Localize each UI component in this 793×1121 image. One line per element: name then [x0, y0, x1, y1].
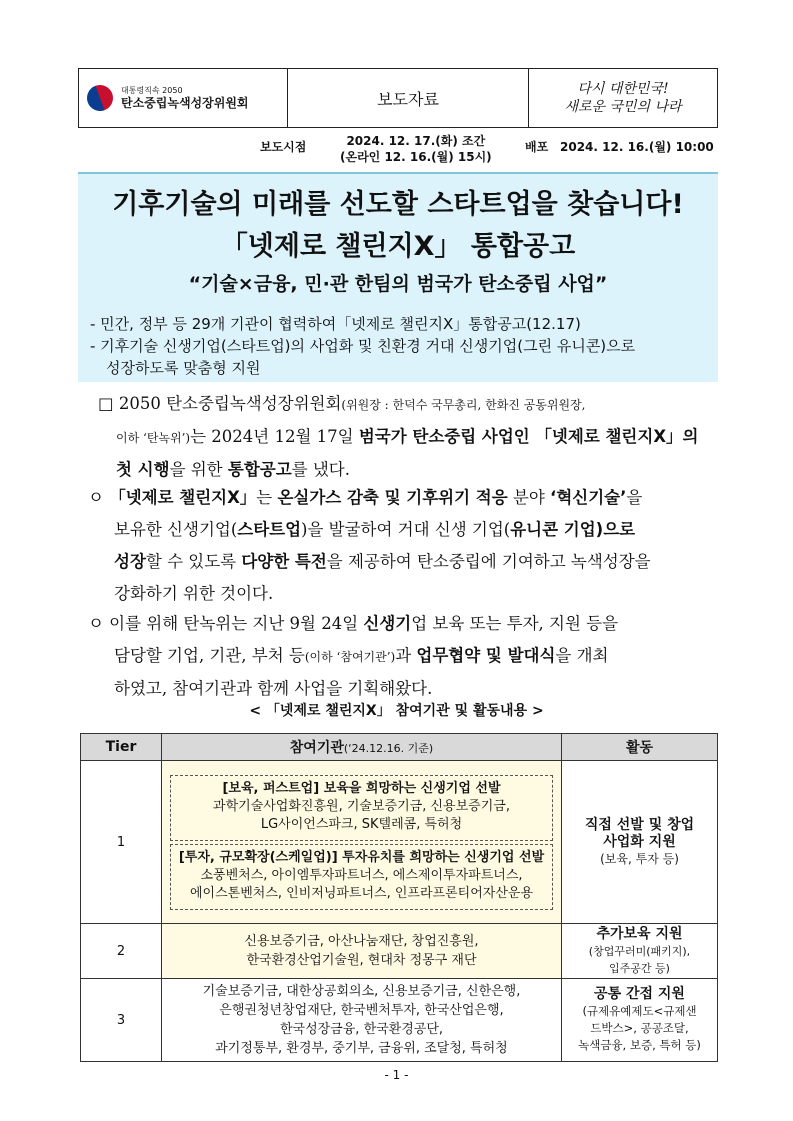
page-number: - 1 -	[384, 1068, 409, 1082]
table-header-row	[81, 734, 718, 761]
activity-cell	[562, 761, 718, 924]
tier2-line2: 한국환경산업기술원, 현대차 정몽구 재단	[246, 953, 477, 968]
tier1-act-title: 직접 선발 및 창업	[584, 816, 695, 833]
page-subtitle: “기술×금융, 민·관 한팀의 범국가 탄소중립 사업”	[188, 273, 608, 295]
p1-text-3: 을 위한	[169, 460, 228, 479]
tier3-line2: 은행권청년창업재단, 한국벤처투자, 한국산업은행,	[219, 1003, 504, 1018]
paragraph-1	[98, 388, 723, 486]
taegeuk-emblem-icon	[83, 81, 116, 114]
p3-text: ㅇ 이를 위해 탄녹위는 지난 9월 24일	[88, 614, 364, 633]
header-box	[78, 68, 718, 128]
tier3-line3: 한국성장금융, 한국환경공단,	[279, 1022, 444, 1037]
p2-bold-2: 온실가스 감축 및 기후위기 적응	[277, 488, 508, 507]
org-subtitle: 대통령직속 2050	[121, 85, 183, 95]
table-row	[81, 924, 718, 979]
activity-cell	[562, 979, 718, 1062]
activity-cell	[562, 924, 718, 979]
page-title-2: 「넷제로 챌린지X」 통합공고	[220, 231, 576, 262]
tier1-sub2-line1: 소풍벤처스, 아이엠투자파트너스, 에스제이투자파트너스,	[200, 867, 523, 883]
p2-text-6: 할 수 있도록	[145, 552, 242, 571]
tier2-act-title: 추가보육 지원	[596, 925, 683, 942]
page-title: 기후기술의 미래를 선도할 스타트업을 찾습니다!	[112, 189, 684, 220]
p3-bold: 신생기	[363, 614, 412, 633]
table-row	[81, 979, 718, 1062]
slogan	[529, 69, 717, 127]
p2-bold-8: 다양한 특전	[241, 552, 327, 571]
p1-bold: 범국가 탄소중립 사업인 「넷제로 챌린지X」의	[358, 427, 699, 446]
p3-note: (이하 ‘참여기관’)	[304, 650, 396, 664]
p1-bold-3: 통합공고	[227, 460, 292, 479]
participants-cell	[162, 924, 562, 979]
table-row	[81, 761, 718, 924]
p1-note-2: 이하 ‘탄녹위’)	[116, 431, 191, 445]
tier3-line4: 과기정통부, 환경부, 중기부, 금융위, 조달청, 특허청	[215, 1041, 508, 1056]
tier-cell: 1	[81, 761, 162, 924]
p2-text-3: 을	[626, 488, 643, 507]
header-participants	[162, 734, 562, 761]
table-caption: < 「넷제로 챌린지X」 참여기관 및 활동내용 >	[249, 703, 544, 719]
p1-text: □ 2050 탄소중립녹색성장위원회	[98, 394, 342, 413]
tier1-sub1-line2: LG사이언스파크, SK텔레콤, 특허청	[260, 816, 463, 832]
p2-text-4: 보유한 신생기업(	[114, 520, 238, 539]
summary-bullet-1: - 민간, 정부 등 29개 기관이 협력하여「넷제로 챌린지X」통합공고(12.17)	[90, 315, 581, 333]
participants-table	[80, 733, 718, 1062]
release-info	[250, 133, 720, 167]
p3-text-2: 업 보육 또는 투자, 지원 등을	[411, 614, 619, 633]
distribution-time: 2024. 12. 16.(월) 10:00	[560, 140, 714, 154]
p2-bold-3: ‘혁신기술’	[550, 488, 627, 507]
tier2-act-note-2: 입주공간 등)	[609, 961, 670, 975]
org-logo	[79, 69, 288, 127]
tier1-incubation-box	[170, 775, 553, 841]
p1-text-4: 를 냈다.	[291, 460, 350, 479]
distribution-label: 배포	[525, 140, 549, 154]
doc-type: 보도자료	[288, 69, 529, 127]
p1-bold-2: 첫 시행	[116, 460, 170, 479]
p2-bold: 「넷제로 챌린지X」	[109, 488, 257, 507]
tier1-sub2-line2: 에이스톤벤처스, 인비저닝파트너스, 인프라프론티어자산운용	[189, 885, 534, 901]
p2-bold-4: 스타트업	[237, 520, 302, 539]
p3-text-3: 담당할 기업, 기관, 부처 등	[114, 646, 305, 665]
p3-text-6: 하였고, 참여기관과 함께 사업을 기획해왔다.	[114, 679, 433, 698]
p2-text: 는	[256, 488, 278, 507]
tier3-act-title: 공통 간접 지원	[594, 986, 685, 1002]
p3-bold-2: 업무협약 및 발대식	[416, 646, 556, 665]
tier1-sub1-title: [보육, 퍼스트업] 보육을 희망하는 신생기업 선발	[222, 780, 501, 796]
p1-text-2: 는 2024년 12월 17일	[190, 427, 359, 446]
participants-cell	[162, 761, 562, 924]
release-time: 2024. 12. 17.(화) 조간	[346, 134, 486, 148]
p2-bullet: ㅇ	[88, 488, 110, 507]
tier2-line1: 신용보증기금, 아산나눔재단, 창업진흥원,	[244, 934, 479, 949]
p3-text-5: 을 개최	[555, 646, 609, 665]
tier3-act-note-2: 드박스>, 공공조달,	[590, 1021, 689, 1035]
tier1-sub2-title: [투자, 규모확장(스케일업)] 투자유치를 희망하는 신생기업 선발	[178, 849, 545, 865]
tier3-act-note: (규제유예제도<규제샌	[582, 1004, 697, 1018]
tier-cell: 3	[81, 979, 162, 1062]
org-name: 탄소중립녹색성장위원회	[121, 95, 249, 110]
release-label: 보도시점	[260, 140, 307, 154]
tier1-investment-box	[170, 844, 553, 910]
p3-text-4: 과	[395, 646, 417, 665]
tier3-act-note-3: 녹색금융, 보증, 특허 등)	[578, 1038, 701, 1052]
paragraph-3	[88, 608, 723, 705]
tier2-act-note: (창업꾸러미(패키지),	[588, 944, 691, 958]
p2-bold-5: 유니콘 기업	[510, 520, 596, 539]
summary-bullet-2: - 기후기술 신생기업(스타트업)의 사업화 및 친환경 거대 신생기업(그린 유니콘)으로	[90, 337, 636, 355]
p2-text-8: 강화하기 위한 것이다.	[114, 584, 274, 603]
p1-note: (위원장 : 한덕수 국무총리, 한화진 공동위원장,	[341, 398, 586, 412]
header-activity: 활동	[562, 734, 718, 761]
summary-bullet-2-cont: 성장하도록 맞춤형 지원	[106, 359, 261, 377]
p2-text-7: 을 제공하여 탄소중립에 기여하고 녹색성장을	[326, 552, 651, 571]
header-participants-date: (‘24.12.16. 기준)	[343, 742, 434, 755]
p2-text-5: )을 발굴하여 거대 신생 기업(	[301, 520, 511, 539]
tier1-act-note: (보육, 투자 등)	[600, 851, 679, 866]
tier1-act-title-2: 사업화 지원	[603, 833, 676, 850]
tier3-line1: 기술보증기금, 대한상공회의소, 신용보증기금, 신한은행,	[202, 984, 521, 999]
title-box	[78, 172, 718, 382]
tier1-sub1-line1: 과학기술사업화진흥원, 기술보증기금, 신용보증기금,	[213, 798, 510, 814]
header-participants-label: 참여기관	[289, 740, 344, 756]
slogan-line1: 다시 대한민국!	[577, 81, 669, 97]
release-time-online: (온라인 12. 16.(월) 15시)	[340, 150, 492, 164]
p2-bold-6: )으로	[595, 520, 636, 539]
participants-cell	[162, 979, 562, 1062]
header-tier: Tier	[81, 734, 162, 761]
tier-cell: 2	[81, 924, 162, 979]
p2-text-2: 분야	[507, 488, 551, 507]
p2-bold-7: 성장	[114, 552, 146, 571]
slogan-line2: 새로운 국민의 나라	[564, 99, 682, 115]
paragraph-2	[88, 482, 723, 610]
